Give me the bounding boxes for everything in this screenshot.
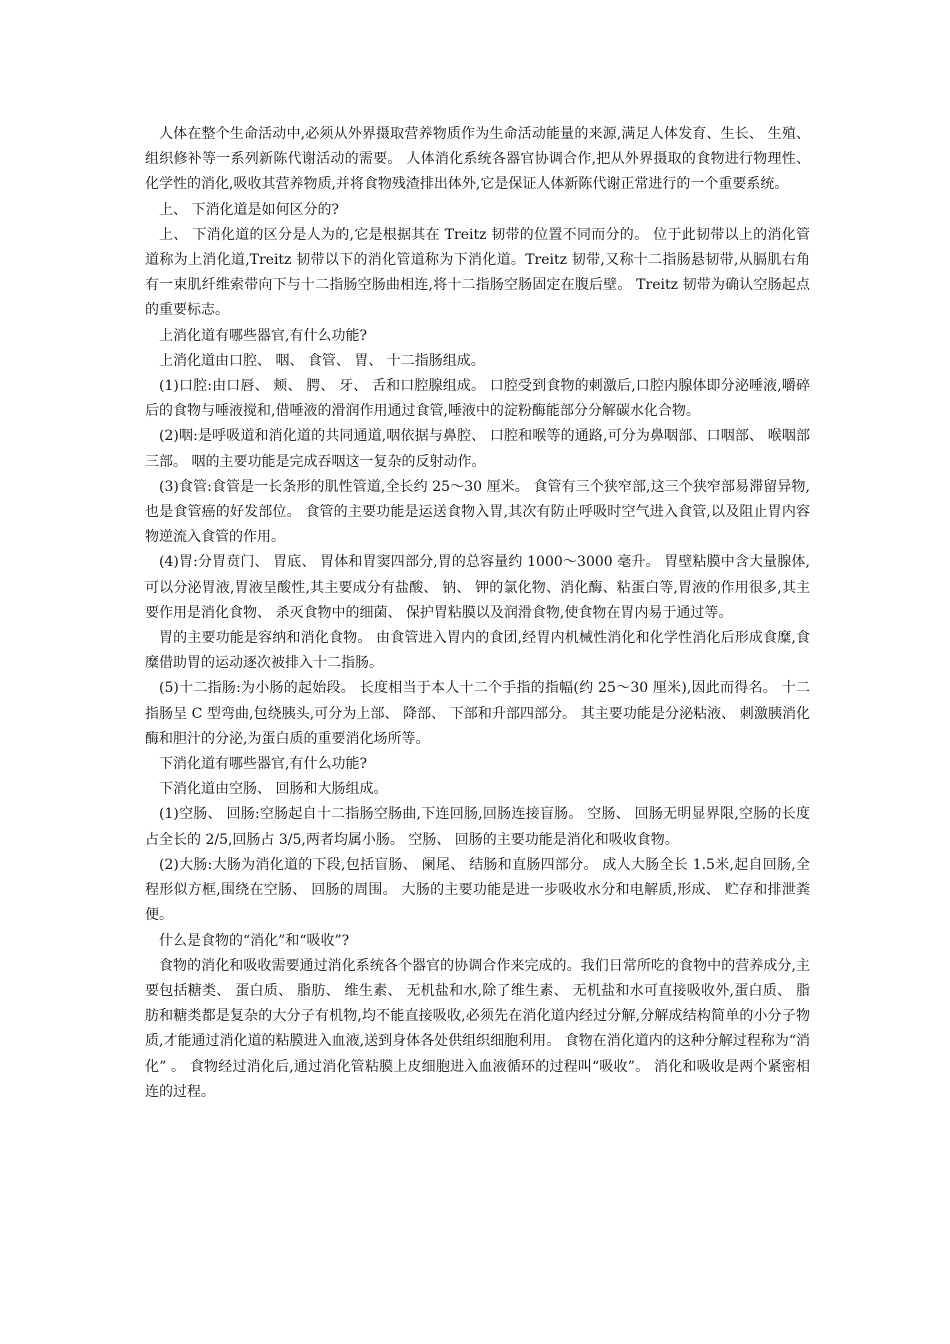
paragraph-intro: 人体在整个生命活动中,必须从外界摄取营养物质作为生命活动能量的来源,满足人体发育、生长、 生殖、 组织修补等一系列新陈代谢活动的需要。 人体消化系统各器官协调合作,把从外界摄取的食物进行物理性、 化学性的消化,吸收其营养物质,并将食物残渣排出体外,它是保证人体新陈代谢正常进行的一个重要系统。	[145, 126, 810, 193]
paragraph-digestion-absorption: 食物的消化和吸收需要通过消化系统各个器官的协调合作来完成的。我们日常所吃的食物中的营养成分,主要包括糖类、 蛋白质、 脂肪、 维生素、 无机盐和水,除了维生素、 无机盐和水可直接吸收外,蛋白质、 脂肪和糖类都是复杂的大分子有机物,均不能直接吸收,必须先在消化道内经过分解,分解成结构简单的小分子物质,才能通过消化道的粘膜进入血液,送到身体各处供组织细胞利用。 食物在消化道内的这种分解过程称为“消化” 。 食物经过消化后,通过消化管粘膜上皮细胞进入血液循环的过程叫“吸收”。 消化和吸收是两个紧密相连的过程。	[145, 957, 810, 1100]
question-digestion-absorption: 什么是食物的“消化”和“吸收”?	[159, 932, 350, 949]
paragraph-stomach-function: 胃的主要功能是容纳和消化食物。 由食管进入胃内的食团,经胃内机械性消化和化学性消化后形成食糜,食糜借助胃的运动逐次被排入十二指肠。	[145, 630, 810, 672]
paragraph-jejunum-ileum: (1)空肠、 回肠:空肠起自十二指肠空肠曲,下连回肠,回肠连接盲肠。 空肠、 回肠无明显界限,空肠的长度占全长的 2/5,回肠占 3/5,两者均属小肠。 空肠、 回肠的主要功能是消化和吸收食物。	[145, 806, 810, 848]
paragraph-lower-tract-composition: 下消化道由空肠、 回肠和大肠组成。	[159, 781, 388, 798]
paragraph-upper-tract-composition: 上消化道由口腔、 咽、 食管、 胃、 十二指肠组成。	[159, 352, 485, 369]
question-lower-tract-organs: 下消化道有哪些器官,有什么功能?	[159, 756, 367, 773]
paragraph-duodenum: (5)十二指肠:为小肠的起始段。 长度相当于本人十二个手指的指幅(约 25～30 厘米),因此而得名。 十二指肠呈 C 型弯曲,包绕胰头,可分为上部、 降部、 下部和升部四部分。 其主要功能是分泌粘液、 刺激胰消化酶和胆汁的分泌,为蛋白质的重要消化场所等。	[145, 680, 810, 747]
document-body	[145, 122, 810, 1105]
paragraph-pharynx: (2)咽:是呼吸道和消化道的共同通道,咽依据与鼻腔、 口腔和喉等的通路,可分为鼻咽部、口咽部、 喉咽部三部。 咽的主要功能是完成吞咽这一复杂的反射动作。	[145, 428, 810, 470]
question-upper-lower-distinction: 上、 下消化道是如何区分的?	[159, 201, 339, 218]
paragraph-oral-cavity: (1)口腔:由口唇、 颊、 腭、 牙、 舌和口腔腺组成。 口腔受到食物的刺激后,口腔内腺体即分泌唾液,嚼碎后的食物与唾液搅和,借唾液的滑润作用通过食管,唾液中的淀粉酶能部分分解碳水化合物。	[145, 378, 810, 420]
paragraph-esophagus: (3)食管:食管是一长条形的肌性管道,全长约 25～30 厘米。 食管有三个狭窄部,这三个狭窄部易滞留异物,也是食管癌的好发部位。 食管的主要功能是运送食物入胃,其次有防止呼吸时空气进入食管,以及阻止胃内容物逆流入食管的作用。	[145, 478, 810, 546]
paragraph-large-intestine: (2)大肠:大肠为消化道的下段,包括盲肠、 阑尾、 结肠和直肠四部分。 成人大肠全长 1.5米,起自回肠,全程形似方框,围绕在空肠、 回肠的周围。 大肠的主要功能是进一步吸收水分和电解质,形成、 贮存和排泄粪便。	[145, 856, 810, 924]
question-upper-tract-organs: 上消化道有哪些器官,有什么功能?	[159, 327, 367, 344]
paragraph-treitz-ligament: 上、 下消化道的区分是人为的,它是根据其在 Treitz 韧带的位置不同而分的。 位于此韧带以上的消化管道称为上消化道,Treitz 韧带以下的消化管道称为下消化道。Treitz 韧带,又称十二指肠悬韧带,从膈肌右角有一束肌纤维索带向下与十二指肠空肠曲相连,将十二指肠空肠固定在腹后壁。 Treitz 韧带为确认空肠起点的重要标志。	[145, 226, 810, 319]
paragraph-stomach: (4)胃:分胃贲门、 胃底、 胃体和胃窦四部分,胃的总容量约 1000～3000 毫升。 胃壁粘膜中含大量腺体,可以分泌胃液,胃液呈酸性,其主要成分有盐酸、 钠、 钾的氯化物、消化酶、粘蛋白等,胃液的作用很多,其主要作用是消化食物、 杀灭食物中的细菌、 保护胃粘膜以及润滑食物,使食物在胃内易于通过等。	[145, 554, 810, 621]
